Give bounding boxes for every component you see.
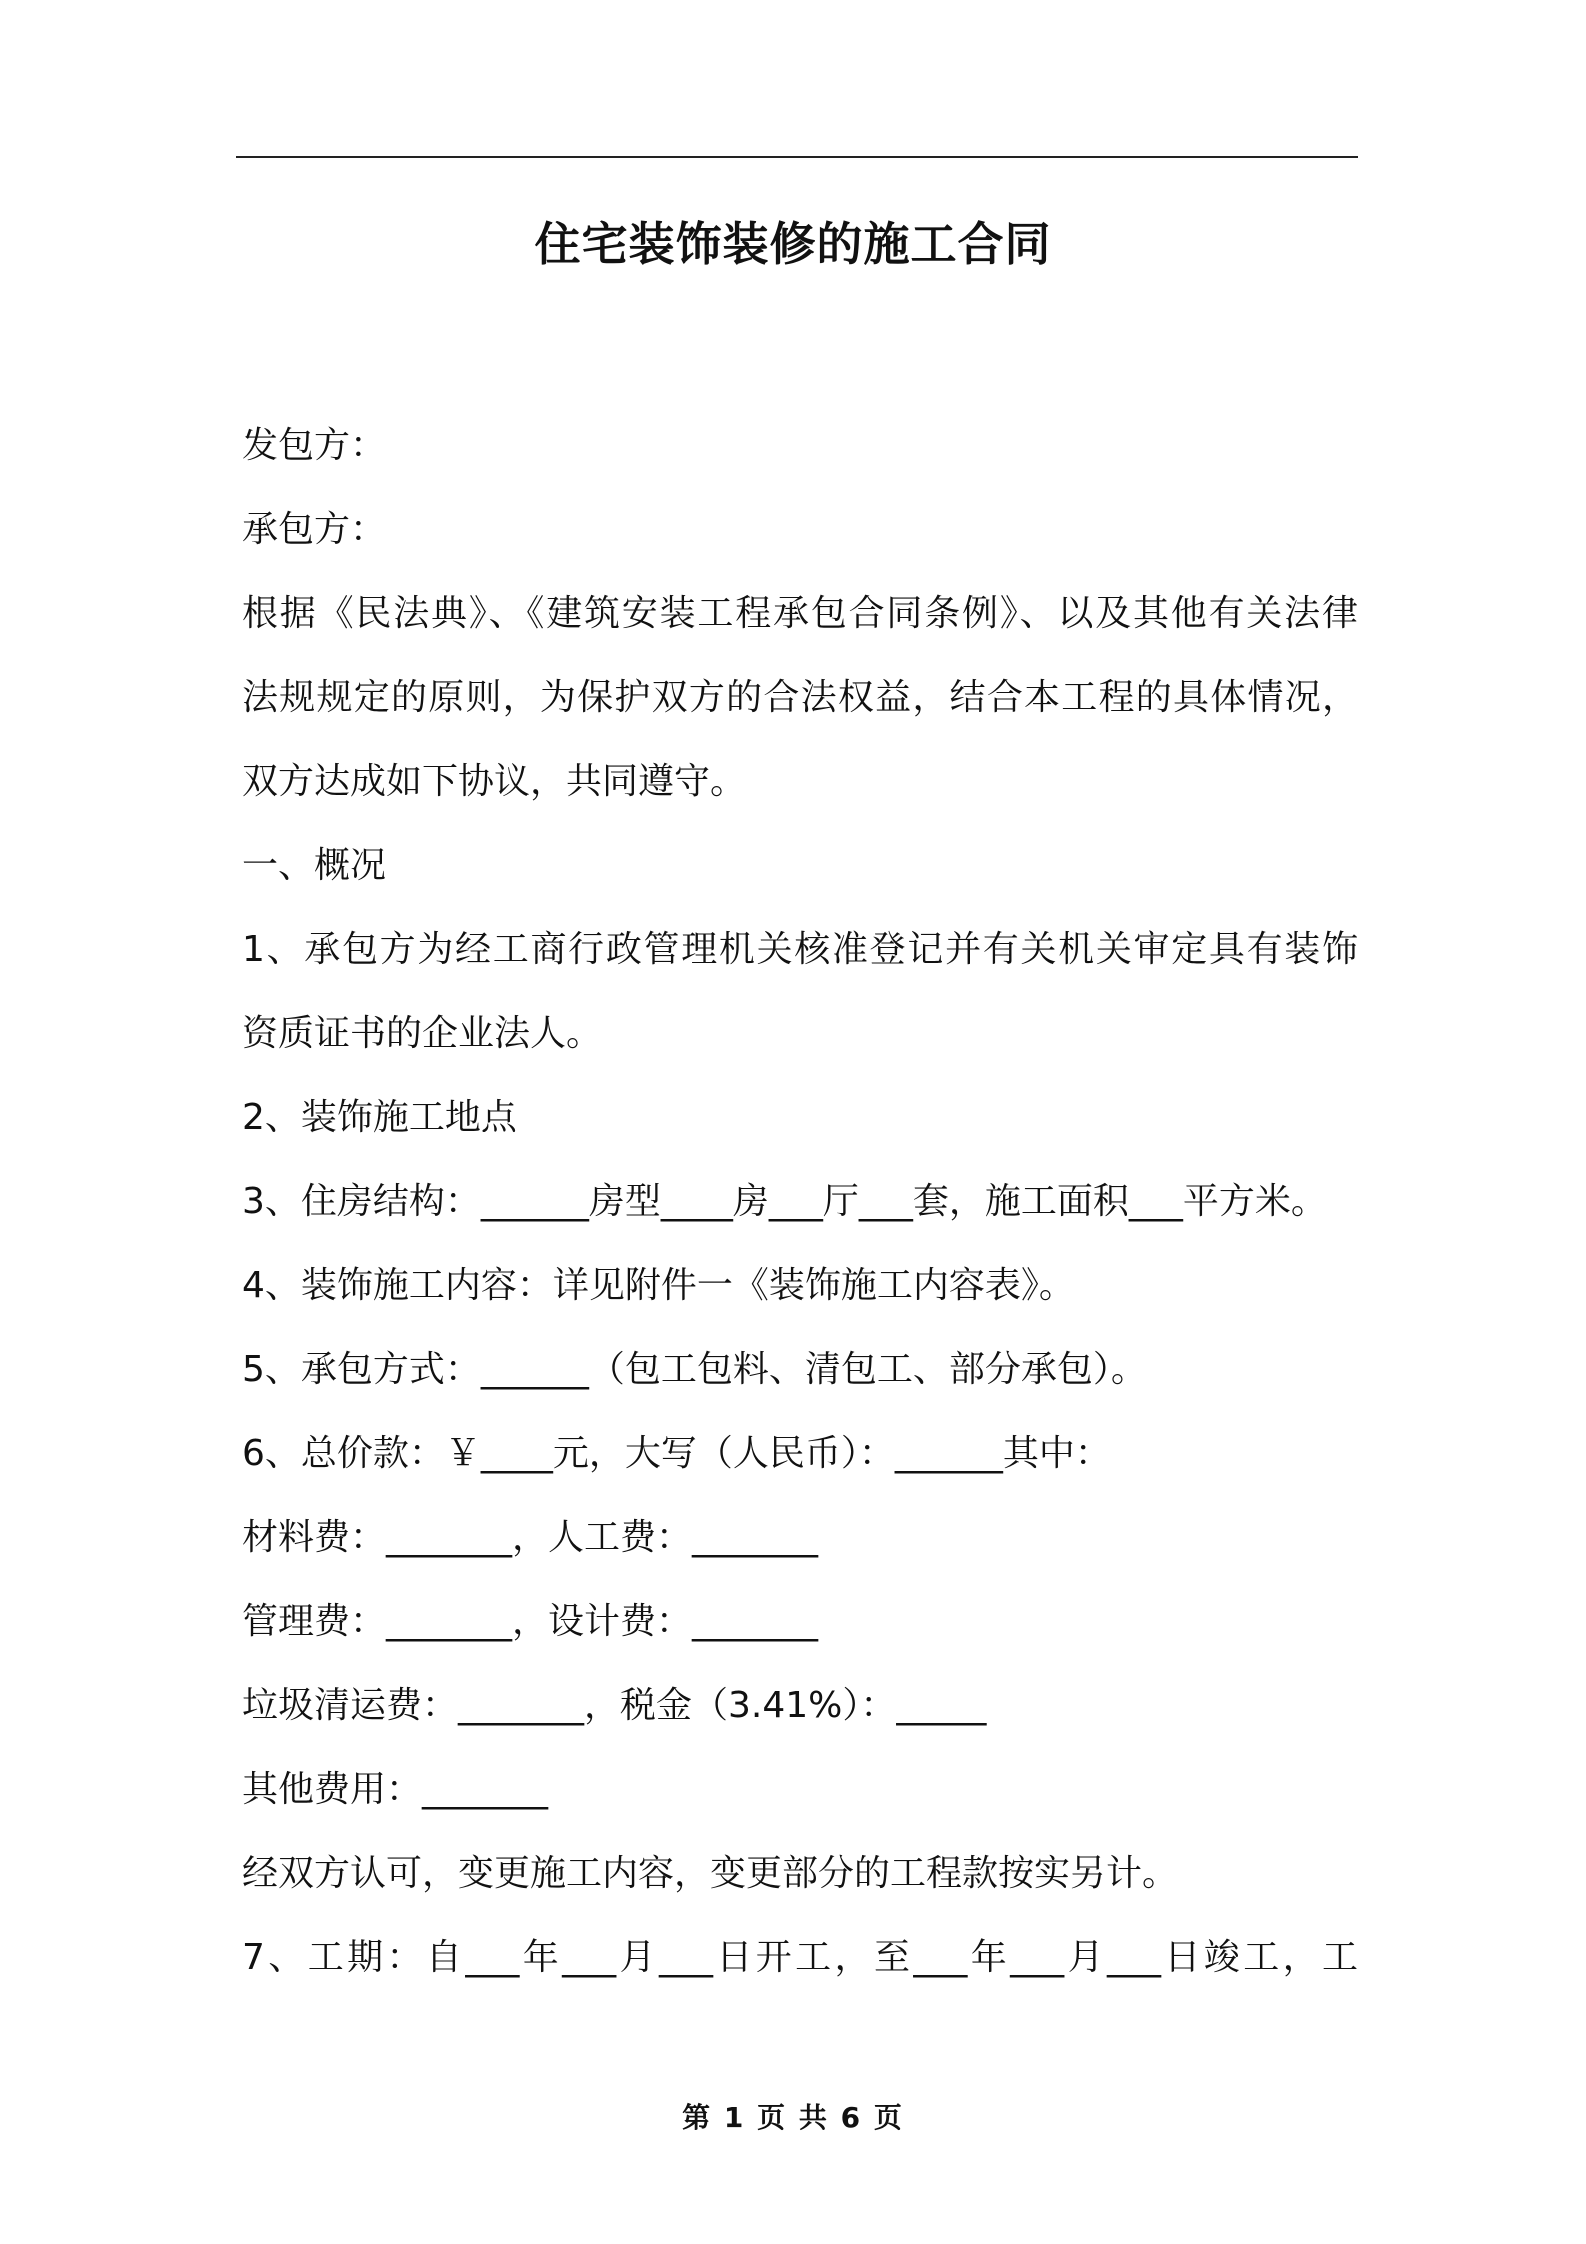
clause-7-line: 7、工期：自___年___月___日开工，至___年___月___日竣工，工 — [242, 1937, 1358, 1978]
clause-2-line: 2、装饰施工地点 — [242, 1097, 517, 1138]
page-number: 第 1 页 共 6 页 — [682, 2101, 904, 2134]
clause-3-line: 3、住房结构：______房型____房___厅___套，施工面积___平方米。 — [242, 1181, 1327, 1222]
clause-1-line-2: 资质证书的企业法人。 — [242, 1013, 603, 1054]
party-a-line: 发包方： — [242, 425, 387, 466]
change-note-line: 经双方认可，变更施工内容，变更部分的工程款按实另计。 — [242, 1853, 1179, 1894]
document-title: 住宅装饰装修的施工合同 — [534, 217, 1052, 271]
preamble-line-2: 法规规定的原则，为保护双方的合法权益，结合本工程的具体情况， — [242, 677, 1358, 718]
clause-6-line: 6、总价款：￥____元，大写（人民币）：______其中： — [242, 1433, 1111, 1474]
header-rule — [236, 156, 1358, 158]
preamble-line-3: 双方达成如下协议，共同遵守。 — [242, 761, 747, 802]
section-heading-overview: 一、概况 — [242, 845, 387, 886]
fee-line-material-labor: 材料费：_______，人工费：_______ — [242, 1517, 819, 1558]
fee-line-other: 其他费用：_______ — [242, 1769, 549, 1810]
party-b-line: 承包方： — [242, 509, 387, 550]
clause-5-line: 5、承包方式：______（包工包料、清包工、部分承包）。 — [242, 1349, 1147, 1390]
fee-line-garbage-tax: 垃圾清运费：_______，税金（3.41%）：_____ — [242, 1685, 987, 1726]
clause-1-line-1: 1、承包方为经工商行政管理机关核准登记并有关机关审定具有装饰 — [242, 929, 1358, 970]
document-body — [242, 404, 1358, 2000]
clause-4-line: 4、装饰施工内容：详见附件一《装饰施工内容表》。 — [242, 1265, 1075, 1306]
fee-line-management-design: 管理费：_______，设计费：_______ — [242, 1601, 819, 1642]
preamble-line-1: 根据《民法典》、《建筑安装工程承包合同条例》、以及其他有关法律 — [242, 593, 1358, 634]
